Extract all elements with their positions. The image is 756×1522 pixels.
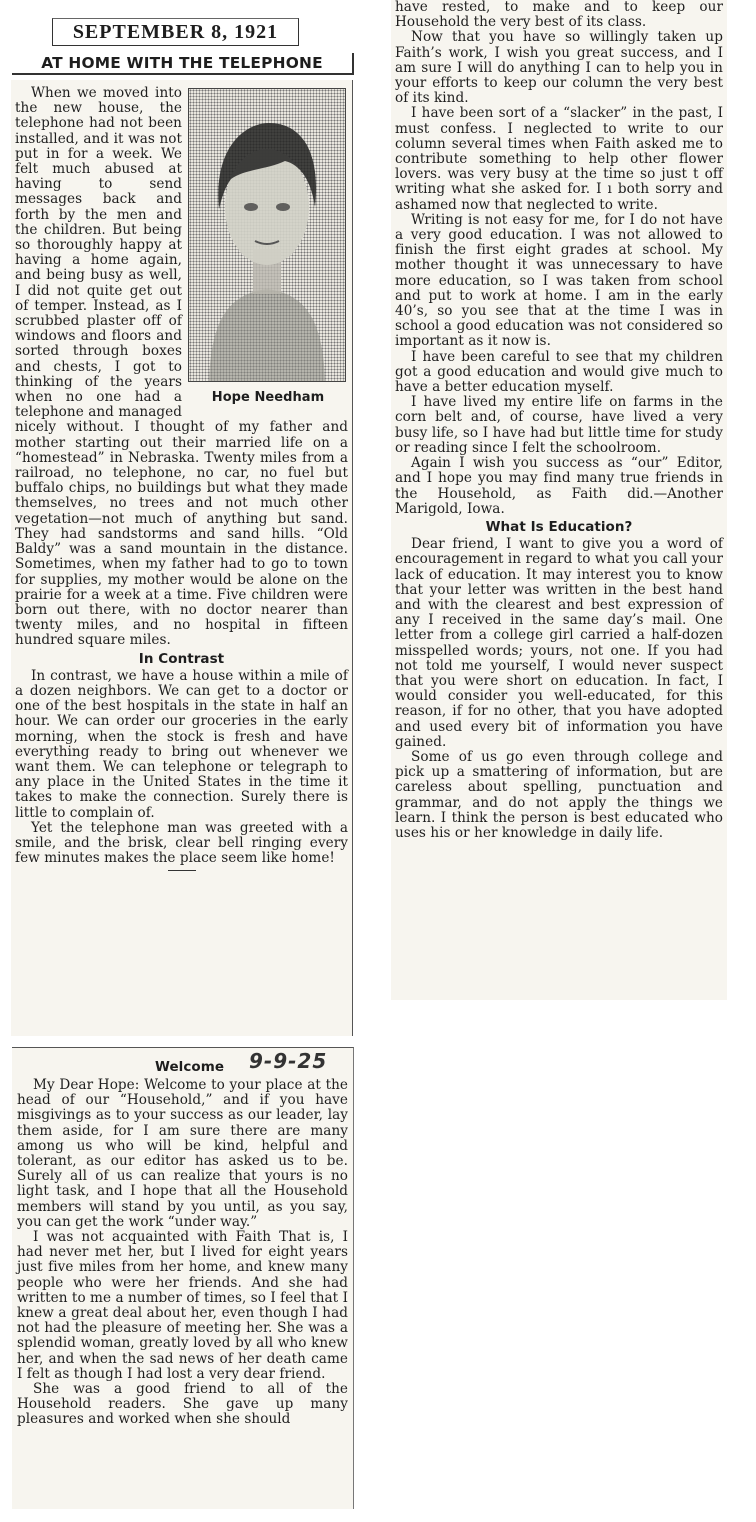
right-column (391, 0, 727, 1000)
article-headline: AT HOME WITH THE TELEPHONE (12, 53, 354, 75)
right-paragraph: I have been careful to see that my children got a good education and would give much to have a better education myself. (395, 348, 723, 396)
subhead-what-is-education: What Is Education? (485, 518, 633, 535)
right-paragraph: Dear friend, I want to give you a word of encouragement in regard to what you call your lack of education. It may interest you to know that your letter was written in the best hand and with the clearest and best expression of any I received in the same day’s mail. One letter from a college girl carried a half-dozen misspelled words; yours, not one. If you had not told me yourself, I would never suspect that you were short on education. In fact, I would consider you well-educated, for this reason, if for no other, that you have adopted and used every bit of information you have gained. (395, 536, 723, 750)
portrait-image (188, 88, 346, 382)
article-paragraph: When we moved into the new house, the telephone had not been installed, and it was not put in for a week. We felt much abused at having to send messages back and forth by the men and the children. But being so thoroughly happy at having a home again, and being busy as well, I did not quite get out of temper. Instead, as I scrubbed plaster off of windows and floors and sorted through boxes and chests, I got to thinking of the years when no one had a telephone and managed nicely without. I thought of my father and mother starting out their married life on a “homestead” in Nebraska. Twenty miles from a railroad, no telephone, no car, no fuel but buffalo chips, no buildings but what they made themselves, no trees and not much other vegetation—not much of anything but sand. They had sandstorms and sand hills. “Old Baldy” was a sand mountain in the distance. Sometimes, when my father had to go to town for supplies, my mother would be alone on the prairie for a week at a time. Five children were born out there, with no doctor nearer than twenty miles, and no hospital in fifteen hundred square miles. (15, 85, 348, 649)
welcome-letter (12, 1047, 354, 1509)
right-paragraph: I have lived my entire life on farms in the corn belt and, of course, have lived a very busy life, so I have had but little time for study or reading since I felt the schoolroom. (395, 394, 723, 456)
photo-caption: Hope Needham (211, 390, 325, 405)
article-paragraph: In contrast, we have a house within a mile of a dozen neighbors. We can get to a doctor or one of the best hospitals in the state in half an hour. We can order our groceries in the early morning, when the stock is fresh and have everything ready to bring out whenever we want them. We can telephone or telegraph to any place in the United States in the time it takes to make the connection. Surely there is little to complain of. (15, 667, 348, 821)
welcome-paragraph: My Dear Hope: Welcome to your place at the head of our “Household,” and if you have misgivings as to your success as our leader, lay them aside, for I am sure there are many among us who will be kind, helpful and tolerant, as our editor has asked us to be. Surely all of us can realize that yours is no light task, and I hope that all the Household members will stand by you until, as you say, you can get the work “under way.” (17, 1077, 348, 1230)
right-paragraph: I have been sort of a “slacker” in the past, I must confess. I neglected to write to our column several times when Faith asked me to contribute something to help other flower lovers. was very busy at the time so just t off writing what she asked for. I ı both sorry and ashamed now that neglected to write. (395, 105, 723, 213)
handwritten-date: 9-9-25 (249, 1049, 328, 1073)
right-paragraph: Some of us go even through college and pick up a smattering of information, but are careless about spelling, punctuation and grammar, and do not apply the things we learn. I think the person is best educated who uses his or her knowledge in daily life. (395, 748, 723, 841)
welcome-paragraph: I was not acquainted with Faith That is, I had never met her, but I lived for eight years just five miles from her home, and knew many people who were her friends. And she had written to me a number of times, so I feel that I knew a great deal about her, even though I had not had the pleasure of meeting her. She was a splendid woman, greatly loved by all who knew her, and when the sad news of her death came I felt as though I had lost a very dear friend. (17, 1229, 348, 1382)
date-banner: SEPTEMBER 8, 1921 (52, 18, 299, 46)
end-rule (168, 870, 196, 871)
welcome-paragraph: She was a good friend to all of the Household readers. She gave up many pleasures and worked when she should (17, 1381, 348, 1428)
article-paragraph: Yet the telephone man was greeted with a smile, and the brisk, clear bell ringing every few minutes makes the place seem like home! (15, 819, 348, 867)
portrait-figure (189, 89, 345, 381)
right-paragraph: Writing is not easy for me, for I do not have a very good education. I was not allowed to finish the first eight grades at school. My mother thought it was unnecessary to have more education, so I was taken from school and put to work at home. I am in the early 40’s, so you see that at the time I was in school a good education was not considered so important as it now is. (395, 211, 723, 350)
welcome-heading (17, 1049, 348, 1078)
welcome-title: Welcome (155, 1059, 225, 1075)
portrait-photo (188, 88, 348, 408)
right-paragraph: Now that you have so willingly taken up Faith’s work, I wish you great success, and I am sure I will do anything I can to help you in your efforts to keep our column the very best of its kind. (395, 29, 723, 107)
telephone-article (11, 80, 353, 1036)
right-paragraph: have rested, to make and to keep our Household the very best of its class. (395, 0, 723, 31)
subhead-in-contrast: In Contrast (138, 650, 225, 667)
right-paragraph: Again I wish you success as “our” Editor, and I hope you may find many true friends in the Household, as Faith did.—Another Marigold, Iowa. (395, 455, 723, 517)
